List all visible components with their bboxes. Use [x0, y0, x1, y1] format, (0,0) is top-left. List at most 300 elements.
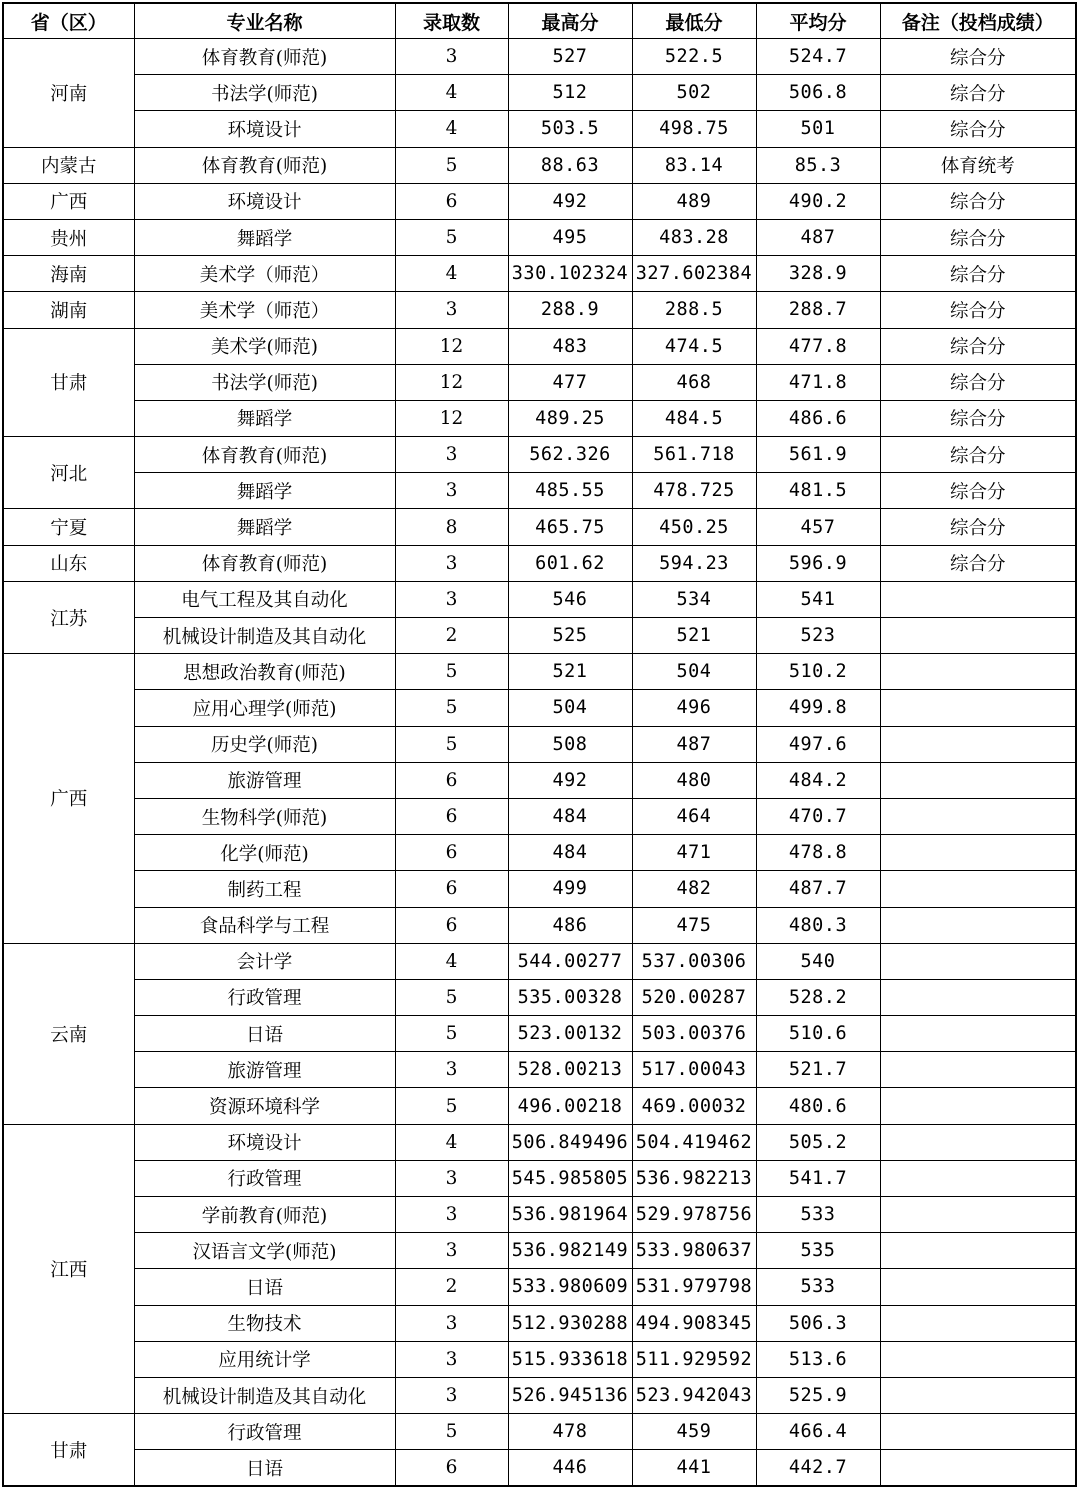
max-score-cell: 546 [508, 581, 632, 617]
table-row [3, 183, 1076, 219]
remark-cell [880, 1124, 1076, 1160]
avg-score-cell: 490.2 [756, 183, 880, 219]
admitted-count-cell: 2 [395, 618, 508, 654]
max-score-cell: 492 [508, 183, 632, 219]
table-row [3, 762, 1076, 798]
min-score-cell: 475 [632, 907, 756, 943]
header-avg-score: 平均分 [756, 3, 880, 39]
max-score-cell: 499 [508, 871, 632, 907]
remark-cell [880, 1233, 1076, 1269]
table-row [3, 871, 1076, 907]
admitted-count-cell: 3 [395, 39, 508, 75]
avg-score-cell: 478.8 [756, 835, 880, 871]
admitted-count-cell: 5 [395, 1016, 508, 1052]
max-score-cell: 478 [508, 1414, 632, 1450]
remark-cell [880, 1016, 1076, 1052]
table-row [3, 1160, 1076, 1196]
major-cell: 资源环境科学 [134, 1088, 395, 1124]
remark-cell [880, 1305, 1076, 1341]
table-row [3, 437, 1076, 473]
avg-score-cell: 521.7 [756, 1052, 880, 1088]
major-cell: 机械设计制造及其自动化 [134, 618, 395, 654]
major-cell: 书法学(师范) [134, 364, 395, 400]
admitted-count-cell: 3 [395, 437, 508, 473]
min-score-cell: 494.908345 [632, 1305, 756, 1341]
admitted-count-cell: 6 [395, 798, 508, 834]
table-row [3, 292, 1076, 328]
max-score-cell: 526.945136 [508, 1377, 632, 1413]
avg-score-cell: 484.2 [756, 762, 880, 798]
major-cell: 汉语言文学(师范) [134, 1233, 395, 1269]
admitted-count-cell: 3 [395, 1233, 508, 1269]
avg-score-cell: 533 [756, 1269, 880, 1305]
max-score-cell: 523.00132 [508, 1016, 632, 1052]
avg-score-cell: 505.2 [756, 1124, 880, 1160]
admitted-count-cell: 6 [395, 1450, 508, 1486]
remark-cell: 综合分 [880, 328, 1076, 364]
min-score-cell: 536.982213 [632, 1160, 756, 1196]
admitted-count-cell: 4 [395, 1124, 508, 1160]
max-score-cell: 544.00277 [508, 943, 632, 979]
min-score-cell: 504.419462 [632, 1124, 756, 1160]
avg-score-cell: 471.8 [756, 364, 880, 400]
min-score-cell: 83.14 [632, 147, 756, 183]
remark-cell [880, 1052, 1076, 1088]
avg-score-cell: 501 [756, 111, 880, 147]
province-cell: 云南 [3, 943, 134, 1124]
province-cell: 山东 [3, 545, 134, 581]
admitted-count-cell: 3 [395, 1160, 508, 1196]
max-score-cell: 512 [508, 75, 632, 111]
remark-cell [880, 943, 1076, 979]
remark-cell [880, 618, 1076, 654]
major-cell: 思想政治教育(师范) [134, 654, 395, 690]
avg-score-cell: 480.3 [756, 907, 880, 943]
admitted-count-cell: 5 [395, 979, 508, 1015]
table-row [3, 907, 1076, 943]
table-row [3, 581, 1076, 617]
max-score-cell: 521 [508, 654, 632, 690]
province-cell: 河南 [3, 39, 134, 148]
remark-cell: 综合分 [880, 183, 1076, 219]
remark-cell [880, 1414, 1076, 1450]
avg-score-cell: 510.2 [756, 654, 880, 690]
max-score-cell: 492 [508, 762, 632, 798]
remark-cell: 综合分 [880, 400, 1076, 436]
max-score-cell: 528.00213 [508, 1052, 632, 1088]
major-cell: 环境设计 [134, 111, 395, 147]
major-cell: 行政管理 [134, 1414, 395, 1450]
admitted-count-cell: 12 [395, 328, 508, 364]
province-cell: 海南 [3, 256, 134, 292]
table-row [3, 364, 1076, 400]
avg-score-cell: 513.6 [756, 1341, 880, 1377]
remark-cell [880, 979, 1076, 1015]
min-score-cell: 511.929592 [632, 1341, 756, 1377]
admitted-count-cell: 5 [395, 1088, 508, 1124]
remark-cell: 体育统考 [880, 147, 1076, 183]
remark-cell: 综合分 [880, 39, 1076, 75]
major-cell: 体育教育(师范) [134, 147, 395, 183]
min-score-cell: 537.00306 [632, 943, 756, 979]
major-cell: 体育教育(师范) [134, 545, 395, 581]
major-cell: 日语 [134, 1450, 395, 1486]
admitted-count-cell: 5 [395, 147, 508, 183]
min-score-cell: 441 [632, 1450, 756, 1486]
max-score-cell: 545.985805 [508, 1160, 632, 1196]
header-min-score: 最低分 [632, 3, 756, 39]
min-score-cell: 459 [632, 1414, 756, 1450]
admitted-count-cell: 6 [395, 871, 508, 907]
admitted-count-cell: 5 [395, 726, 508, 762]
remark-cell [880, 1160, 1076, 1196]
table-row [3, 400, 1076, 436]
province-cell: 河北 [3, 437, 134, 509]
max-score-cell: 512.930288 [508, 1305, 632, 1341]
remark-cell [880, 1377, 1076, 1413]
min-score-cell: 480 [632, 762, 756, 798]
avg-score-cell: 480.6 [756, 1088, 880, 1124]
min-score-cell: 450.25 [632, 509, 756, 545]
min-score-cell: 327.602384 [632, 256, 756, 292]
admitted-count-cell: 6 [395, 835, 508, 871]
remark-cell [880, 1269, 1076, 1305]
table-row [3, 1197, 1076, 1233]
major-cell: 会计学 [134, 943, 395, 979]
min-score-cell: 482 [632, 871, 756, 907]
min-score-cell: 521 [632, 618, 756, 654]
max-score-cell: 508 [508, 726, 632, 762]
min-score-cell: 517.00043 [632, 1052, 756, 1088]
admitted-count-cell: 4 [395, 75, 508, 111]
avg-score-cell: 523 [756, 618, 880, 654]
min-score-cell: 498.75 [632, 111, 756, 147]
table-row [3, 979, 1076, 1015]
header-remark: 备注（投档成绩） [880, 3, 1076, 39]
major-cell: 美术学（师范） [134, 292, 395, 328]
province-cell: 湖南 [3, 292, 134, 328]
major-cell: 环境设计 [134, 1124, 395, 1160]
major-cell: 机械设计制造及其自动化 [134, 1377, 395, 1413]
table-row [3, 219, 1076, 255]
province-cell: 贵州 [3, 219, 134, 255]
max-score-cell: 515.933618 [508, 1341, 632, 1377]
remark-cell [880, 726, 1076, 762]
major-cell: 日语 [134, 1269, 395, 1305]
avg-score-cell: 541.7 [756, 1160, 880, 1196]
table-row [3, 328, 1076, 364]
admitted-count-cell: 2 [395, 1269, 508, 1305]
admitted-count-cell: 3 [395, 292, 508, 328]
province-cell: 宁夏 [3, 509, 134, 545]
min-score-cell: 503.00376 [632, 1016, 756, 1052]
major-cell: 行政管理 [134, 1160, 395, 1196]
header-major: 专业名称 [134, 3, 395, 39]
avg-score-cell: 328.9 [756, 256, 880, 292]
avg-score-cell: 506.8 [756, 75, 880, 111]
table-row [3, 509, 1076, 545]
province-cell: 江苏 [3, 581, 134, 653]
major-cell: 应用统计学 [134, 1341, 395, 1377]
admitted-count-cell: 4 [395, 943, 508, 979]
table-row [3, 690, 1076, 726]
remark-cell: 综合分 [880, 364, 1076, 400]
admitted-count-cell: 3 [395, 545, 508, 581]
min-score-cell: 496 [632, 690, 756, 726]
table-row [3, 1450, 1076, 1486]
min-score-cell: 471 [632, 835, 756, 871]
avg-score-cell: 487 [756, 219, 880, 255]
remark-cell [880, 762, 1076, 798]
remark-cell [880, 1341, 1076, 1377]
avg-score-cell: 541 [756, 581, 880, 617]
avg-score-cell: 288.7 [756, 292, 880, 328]
major-cell: 日语 [134, 1016, 395, 1052]
province-cell: 广西 [3, 183, 134, 219]
table-row [3, 1341, 1076, 1377]
major-cell: 美术学（师范） [134, 256, 395, 292]
admitted-count-cell: 4 [395, 111, 508, 147]
max-score-cell: 527 [508, 39, 632, 75]
admitted-count-cell: 12 [395, 364, 508, 400]
header-province: 省（区） [3, 3, 134, 39]
table-row [3, 1088, 1076, 1124]
admitted-count-cell: 5 [395, 654, 508, 690]
admitted-count-cell: 6 [395, 907, 508, 943]
remark-cell [880, 581, 1076, 617]
max-score-cell: 477 [508, 364, 632, 400]
min-score-cell: 502 [632, 75, 756, 111]
remark-cell: 综合分 [880, 256, 1076, 292]
table-row [3, 75, 1076, 111]
admitted-count-cell: 6 [395, 762, 508, 798]
admitted-count-cell: 5 [395, 690, 508, 726]
min-score-cell: 523.942043 [632, 1377, 756, 1413]
admitted-count-cell: 4 [395, 256, 508, 292]
max-score-cell: 503.5 [508, 111, 632, 147]
avg-score-cell: 540 [756, 943, 880, 979]
avg-score-cell: 481.5 [756, 473, 880, 509]
admitted-count-cell: 3 [395, 1197, 508, 1233]
max-score-cell: 536.981964 [508, 1197, 632, 1233]
major-cell: 生物技术 [134, 1305, 395, 1341]
avg-score-cell: 466.4 [756, 1414, 880, 1450]
avg-score-cell: 470.7 [756, 798, 880, 834]
major-cell: 食品科学与工程 [134, 907, 395, 943]
avg-score-cell: 525.9 [756, 1377, 880, 1413]
province-cell: 内蒙古 [3, 147, 134, 183]
table-row [3, 545, 1076, 581]
avg-score-cell: 486.6 [756, 400, 880, 436]
major-cell: 应用心理学(师范) [134, 690, 395, 726]
avg-score-cell: 477.8 [756, 328, 880, 364]
max-score-cell: 506.849496 [508, 1124, 632, 1160]
avg-score-cell: 442.7 [756, 1450, 880, 1486]
major-cell: 体育教育(师范) [134, 39, 395, 75]
min-score-cell: 464 [632, 798, 756, 834]
avg-score-cell: 561.9 [756, 437, 880, 473]
major-cell: 历史学(师范) [134, 726, 395, 762]
avg-score-cell: 535 [756, 1233, 880, 1269]
min-score-cell: 520.00287 [632, 979, 756, 1015]
max-score-cell: 485.55 [508, 473, 632, 509]
table-row [3, 1269, 1076, 1305]
admitted-count-cell: 3 [395, 1305, 508, 1341]
table-row [3, 39, 1076, 75]
table-row [3, 1305, 1076, 1341]
max-score-cell: 562.326 [508, 437, 632, 473]
max-score-cell: 535.00328 [508, 979, 632, 1015]
major-cell: 电气工程及其自动化 [134, 581, 395, 617]
table-row [3, 1052, 1076, 1088]
admitted-count-cell: 8 [395, 509, 508, 545]
avg-score-cell: 497.6 [756, 726, 880, 762]
remark-cell [880, 690, 1076, 726]
admitted-count-cell: 6 [395, 183, 508, 219]
admitted-count-cell: 3 [395, 1377, 508, 1413]
remark-cell [880, 654, 1076, 690]
max-score-cell: 483 [508, 328, 632, 364]
avg-score-cell: 499.8 [756, 690, 880, 726]
header-row [3, 3, 1076, 39]
max-score-cell: 496.00218 [508, 1088, 632, 1124]
major-cell: 化学(师范) [134, 835, 395, 871]
max-score-cell: 484 [508, 835, 632, 871]
remark-cell: 综合分 [880, 437, 1076, 473]
avg-score-cell: 487.7 [756, 871, 880, 907]
province-cell: 甘肃 [3, 1414, 134, 1486]
min-score-cell: 534 [632, 581, 756, 617]
max-score-cell: 484 [508, 798, 632, 834]
avg-score-cell: 506.3 [756, 1305, 880, 1341]
remark-cell [880, 871, 1076, 907]
min-score-cell: 478.725 [632, 473, 756, 509]
min-score-cell: 483.28 [632, 219, 756, 255]
remark-cell [880, 1088, 1076, 1124]
min-score-cell: 531.979798 [632, 1269, 756, 1305]
avg-score-cell: 524.7 [756, 39, 880, 75]
remark-cell [880, 835, 1076, 871]
major-cell: 体育教育(师范) [134, 437, 395, 473]
max-score-cell: 525 [508, 618, 632, 654]
avg-score-cell: 85.3 [756, 147, 880, 183]
remark-cell: 综合分 [880, 75, 1076, 111]
remark-cell: 综合分 [880, 545, 1076, 581]
min-score-cell: 474.5 [632, 328, 756, 364]
table-row [3, 1233, 1076, 1269]
remark-cell [880, 1450, 1076, 1486]
min-score-cell: 489 [632, 183, 756, 219]
table-body [3, 39, 1076, 1487]
remark-cell: 综合分 [880, 111, 1076, 147]
table-row [3, 1124, 1076, 1160]
table-header [3, 3, 1076, 39]
admission-score-table [2, 2, 1077, 1487]
major-cell: 环境设计 [134, 183, 395, 219]
major-cell: 舞蹈学 [134, 219, 395, 255]
avg-score-cell: 457 [756, 509, 880, 545]
admitted-count-cell: 3 [395, 581, 508, 617]
avg-score-cell: 528.2 [756, 979, 880, 1015]
major-cell: 美术学(师范) [134, 328, 395, 364]
table-row [3, 726, 1076, 762]
table-row [3, 654, 1076, 690]
min-score-cell: 561.718 [632, 437, 756, 473]
max-score-cell: 504 [508, 690, 632, 726]
table-row [3, 1414, 1076, 1450]
table-row [3, 147, 1076, 183]
major-cell: 生物科学(师范) [134, 798, 395, 834]
min-score-cell: 484.5 [632, 400, 756, 436]
remark-cell: 综合分 [880, 473, 1076, 509]
remark-cell [880, 1197, 1076, 1233]
major-cell: 旅游管理 [134, 1052, 395, 1088]
min-score-cell: 288.5 [632, 292, 756, 328]
min-score-cell: 594.23 [632, 545, 756, 581]
table-row [3, 1016, 1076, 1052]
max-score-cell: 489.25 [508, 400, 632, 436]
major-cell: 舞蹈学 [134, 509, 395, 545]
table-row [3, 111, 1076, 147]
remark-cell: 综合分 [880, 292, 1076, 328]
table-row [3, 256, 1076, 292]
province-cell: 江西 [3, 1124, 134, 1414]
max-score-cell: 288.9 [508, 292, 632, 328]
major-cell: 学前教育(师范) [134, 1197, 395, 1233]
min-score-cell: 533.980637 [632, 1233, 756, 1269]
header-max-score: 最高分 [508, 3, 632, 39]
remark-cell: 综合分 [880, 509, 1076, 545]
major-cell: 舞蹈学 [134, 400, 395, 436]
table-row [3, 943, 1076, 979]
min-score-cell: 522.5 [632, 39, 756, 75]
remark-cell [880, 798, 1076, 834]
major-cell: 书法学(师范) [134, 75, 395, 111]
avg-score-cell: 510.6 [756, 1016, 880, 1052]
remark-cell: 综合分 [880, 219, 1076, 255]
min-score-cell: 504 [632, 654, 756, 690]
admitted-count-cell: 12 [395, 400, 508, 436]
max-score-cell: 536.982149 [508, 1233, 632, 1269]
admitted-count-cell: 5 [395, 219, 508, 255]
max-score-cell: 465.75 [508, 509, 632, 545]
table-row [3, 473, 1076, 509]
province-cell: 甘肃 [3, 328, 134, 437]
min-score-cell: 529.978756 [632, 1197, 756, 1233]
avg-score-cell: 596.9 [756, 545, 880, 581]
admitted-count-cell: 3 [395, 1341, 508, 1377]
major-cell: 舞蹈学 [134, 473, 395, 509]
max-score-cell: 330.102324 [508, 256, 632, 292]
table-row [3, 798, 1076, 834]
major-cell: 行政管理 [134, 979, 395, 1015]
remark-cell [880, 907, 1076, 943]
max-score-cell: 88.63 [508, 147, 632, 183]
max-score-cell: 446 [508, 1450, 632, 1486]
admitted-count-cell: 3 [395, 473, 508, 509]
table-row [3, 618, 1076, 654]
table-row [3, 1377, 1076, 1413]
avg-score-cell: 533 [756, 1197, 880, 1233]
major-cell: 旅游管理 [134, 762, 395, 798]
table-row [3, 835, 1076, 871]
province-cell: 广西 [3, 654, 134, 944]
header-admitted-count: 录取数 [395, 3, 508, 39]
admitted-count-cell: 5 [395, 1414, 508, 1450]
admitted-count-cell: 3 [395, 1052, 508, 1088]
max-score-cell: 601.62 [508, 545, 632, 581]
max-score-cell: 533.980609 [508, 1269, 632, 1305]
